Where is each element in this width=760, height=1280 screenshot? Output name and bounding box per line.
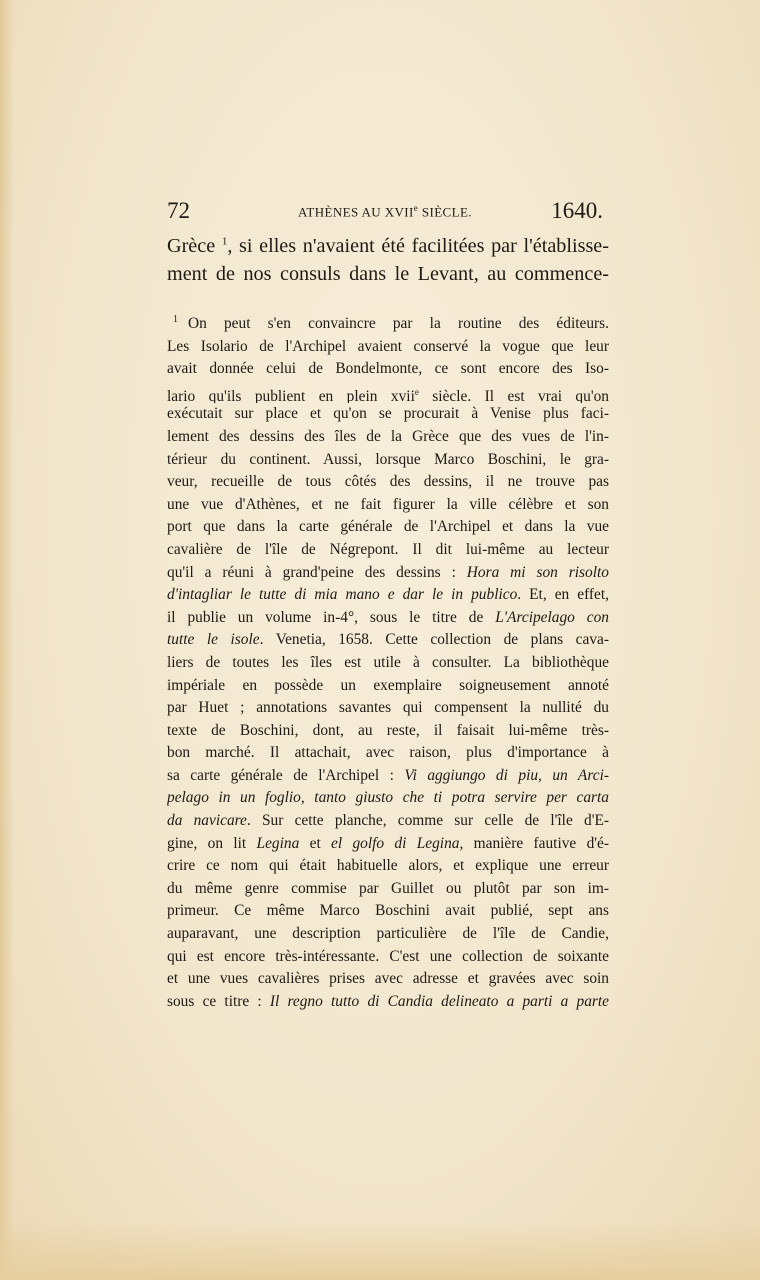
footnote-text: . Et, en effet,: [517, 586, 609, 604]
footnote-text: et: [299, 834, 332, 852]
footnote-italic: tutte le isole: [167, 631, 260, 649]
running-head-sup: e: [413, 203, 419, 213]
footnote-text: On peut s'en convaincre par la routine des éditeurs.: [188, 315, 609, 332]
footnote-line: liers de toutes les îles est utile à consulter. La bibliothèque: [167, 653, 609, 671]
footnote-italic: d'intagliar le tutte di mia mano e dar le in publico: [167, 586, 518, 604]
page-header: [167, 198, 603, 226]
main-text-line: [167, 232, 609, 260]
footnote-italic: el golfo di Legina,: [331, 834, 464, 852]
running-head-end: SIÈCLE.: [418, 204, 472, 220]
main-text: [167, 232, 609, 288]
footnote-line: [167, 765, 609, 788]
footnote-text: il publie un volume in-4°, sous le titre de: [167, 608, 496, 626]
footnote-text: sous ce titre :: [167, 992, 270, 1010]
header-year: 1640.: [551, 198, 603, 223]
footnote-line: térieur du continent. Aussi, lorsque Marco Boschini, le gra-: [167, 450, 609, 468]
main-text-line: ment de nos consuls dans le Levant, au commence-: [167, 263, 609, 285]
footnote-line: impériale en possède un exemplaire soigneusement annoté: [167, 676, 609, 694]
footnote-text: qu'il a réuni à grand'peine des dessins :: [167, 563, 467, 581]
footnote-line: [167, 833, 609, 856]
footnote-italic: Legina: [256, 834, 300, 852]
footnote-italic: L'Arcipelago con: [495, 608, 609, 626]
footnote-line: et une vues cavalières prises avec adresse et gravées avec soin: [167, 970, 609, 988]
footnote-line: [167, 607, 609, 630]
footnote-text: manière fautive d'é-: [463, 834, 609, 852]
footnote-line: [167, 381, 609, 404]
page-number: 72: [167, 198, 190, 223]
footnote-line: cavalière de l'île de Négrepont. Il dit lui-même au lecteur: [167, 540, 609, 558]
footnote-reference: 1: [221, 235, 228, 248]
footnote-line: qui est encore très-intéressante. C'est une collection de soixante: [167, 947, 609, 965]
footnote-line: avait donnée celui de Bondelmonte, ce sont encore des Iso-: [167, 360, 609, 378]
footnote-italic: Il regno tutto di Candia delineato a parti a parte: [269, 992, 609, 1010]
footnote-line: une vue d'Athènes, et ne fait figurer la ville célèbre et son: [167, 495, 609, 513]
footnote-line: par Huet ; annotations savantes qui compensent la nullité du: [167, 699, 609, 717]
footnote-line: Les Isolario de l'Archipel avaient conservé la vogue que leur: [167, 337, 609, 355]
footnote-line: [167, 562, 609, 585]
footnote-text: . Venetia, 1658. Cette collection de plans cava-: [259, 631, 609, 649]
footnote-line: veur, recueille de tous côtés des dessins, il ne trouve pas: [167, 473, 609, 491]
footnote-italic: da navicare: [167, 812, 247, 830]
running-head: [298, 203, 472, 220]
footnote-sup: e: [414, 386, 419, 397]
footnote-italic: Hora mi son risolto: [466, 563, 609, 581]
footnote-line: lement des dessins des îles de la Grèce que des vues de l'in-: [167, 427, 609, 445]
footnote-text: gine, on lit: [167, 834, 257, 852]
footnote-line: [167, 584, 609, 607]
footnote-line: du même genre commise par Guillet ou plutôt par son im-: [167, 879, 609, 897]
footnote-line: bon marché. Il attachait, avec raison, plus d'importance à: [167, 744, 609, 762]
page-edge-shadow: [0, 0, 14, 1280]
footnote-line: exécutait sur place et qu'on se procurait à Venise plus faci-: [167, 405, 609, 423]
footnote-line: [167, 810, 609, 833]
footnote-line: [167, 991, 609, 1014]
footnote: [167, 313, 609, 1013]
footnote-line: crire ce nom qui était habituelle alors, et explique une erreur: [167, 857, 609, 875]
main-text-segment: , si elles n'avaient été facilitées par l'établisse-: [227, 235, 609, 257]
footnote-line: auparavant, une description particulière de l'île de Candie,: [167, 925, 609, 943]
footnote-text: sa carte générale de l'Archipel :: [167, 766, 405, 784]
footnote-line: primeur. Ce même Marco Boschini avait publié, sept ans: [167, 902, 609, 920]
footnote-line: [167, 629, 609, 652]
footnote-marker: 1: [173, 313, 178, 325]
footnote-line: texte de Boschini, dont, au reste, il faisait lui-même très-: [167, 721, 609, 739]
page-bottom-stain: [0, 1220, 760, 1280]
main-text-segment: Grèce: [167, 235, 222, 257]
footnote-line: pelago in un foglio, tanto giusto che ti potra servire per carta: [167, 789, 609, 807]
footnote-line: [167, 313, 609, 336]
footnote-italic: Vi aggiungo di piu, un Arci-: [404, 766, 609, 784]
footnote-line: port que dans la carte générale de l'Archipel et dans la vue: [167, 518, 609, 536]
footnote-text: lario qu'ils publient en plein xvii: [167, 387, 415, 404]
running-head-text: ATHÈNES AU XVII: [298, 204, 414, 220]
footnote-text: siècle. Il est vrai qu'on: [418, 387, 609, 404]
footnote-text: . Sur cette planche, comme sur celle de l'île d'E-: [246, 812, 609, 830]
